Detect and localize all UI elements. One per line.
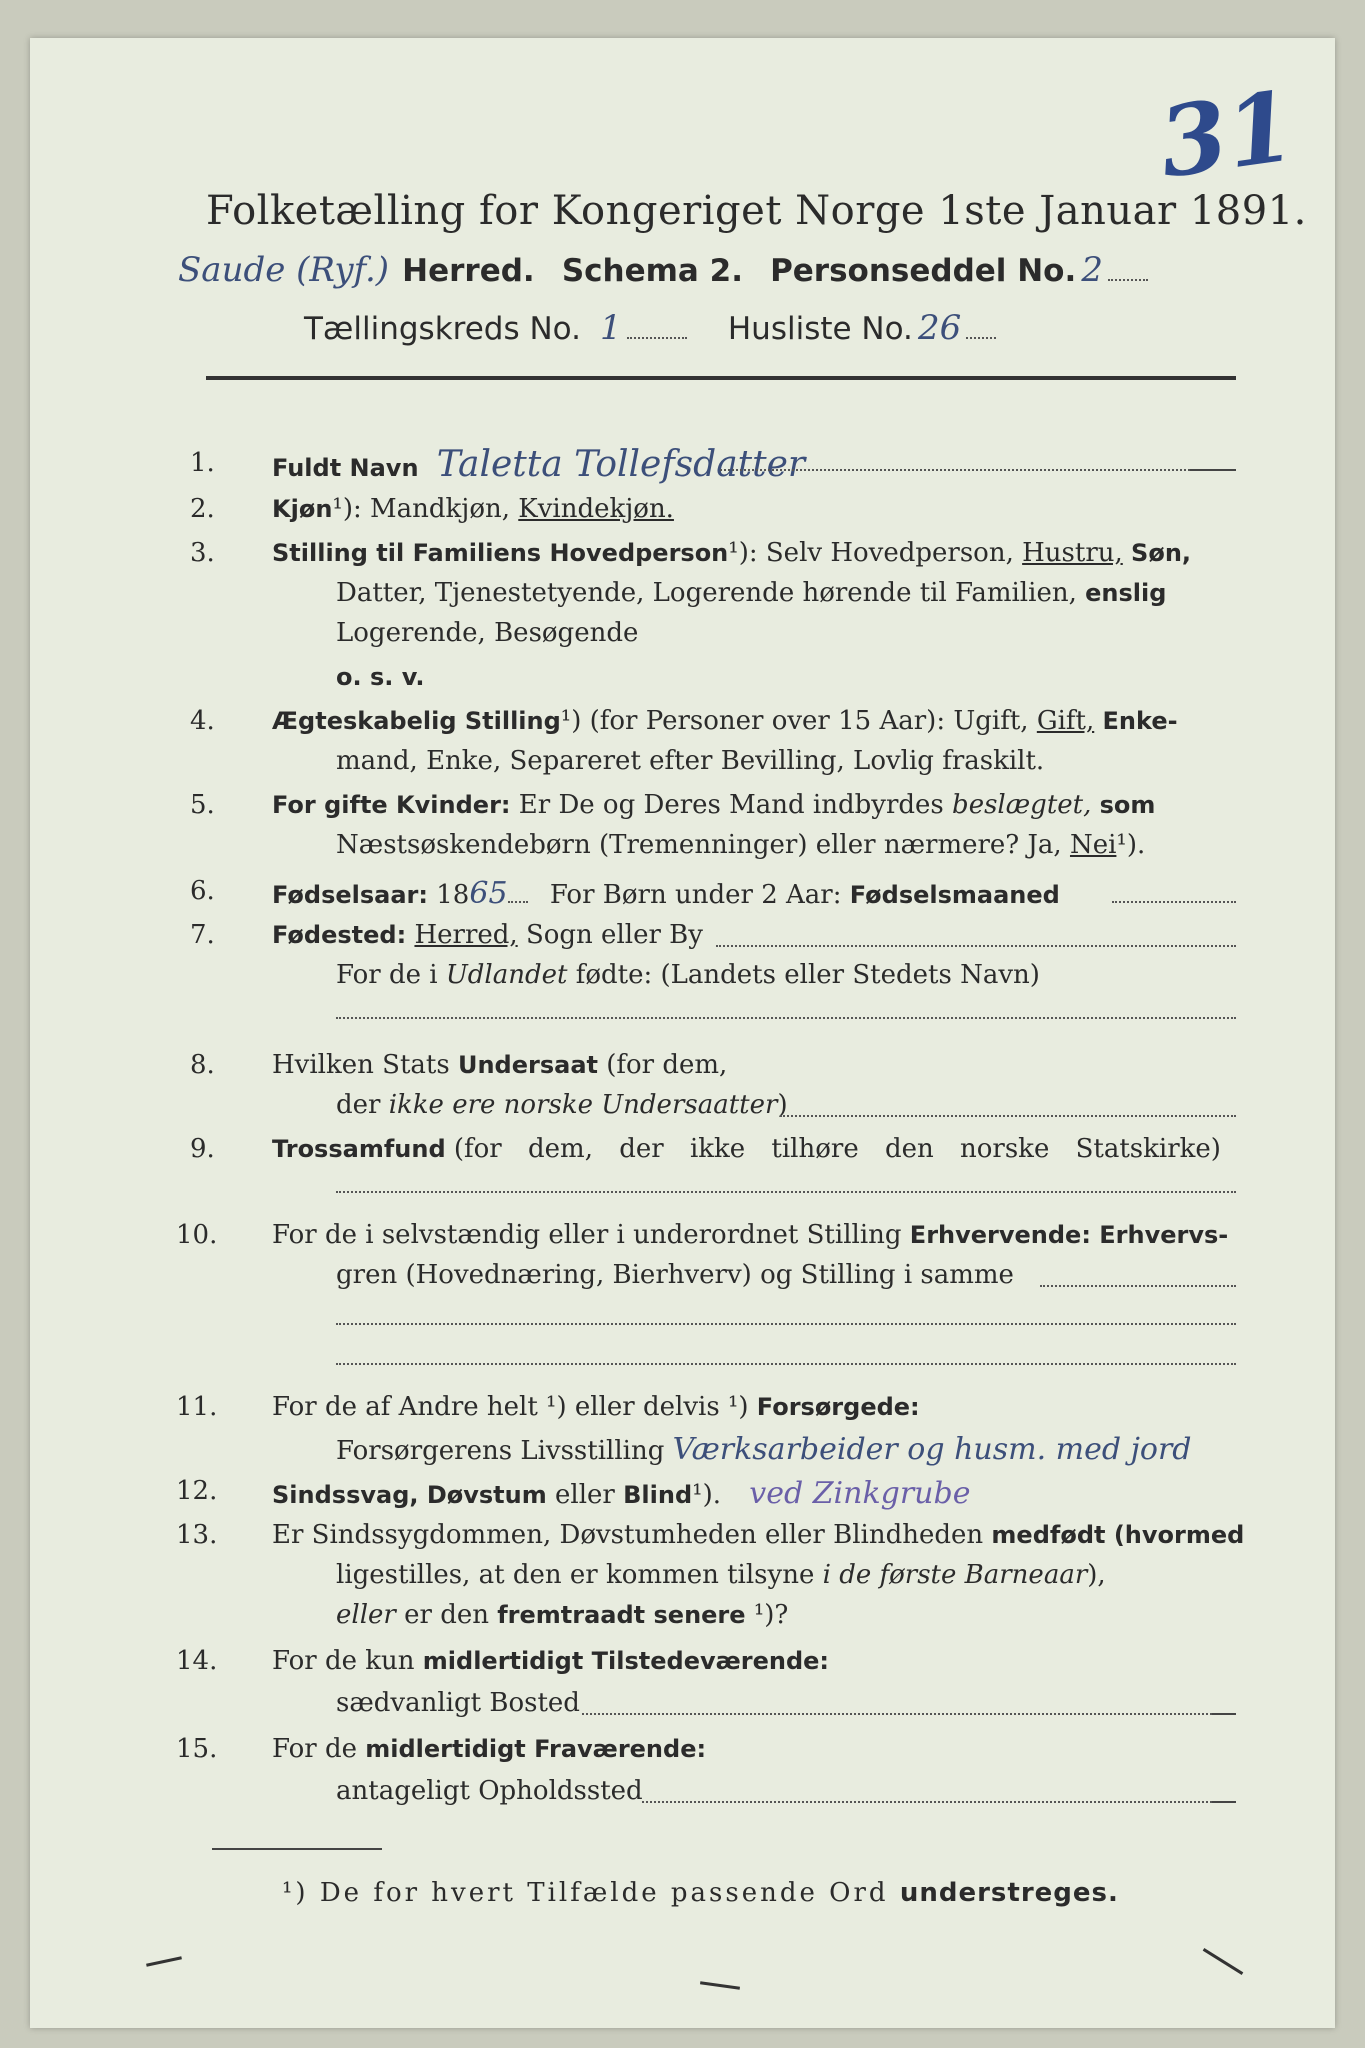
q6-label: Fødselsaar: [272,881,428,909]
header-line-kreds [304,308,996,348]
q15-line1 [272,1734,706,1764]
q3-line2 [336,578,1166,608]
q4-line2: mand, Enke, Separeret efter Bevilling, Lovlig fraskilt. [336,746,1045,776]
q2-label: Kjøn [272,495,333,523]
q7-line2-b: fødte: (Landets eller Stedets Navn) [575,960,1040,990]
q14-line1-a: For de kun [272,1646,415,1676]
q1-label: Fuldt Navn [272,454,419,482]
q10-line1 [272,1220,1228,1250]
q2-rest: ¹): Mandkjøn, [332,494,510,524]
q6-label2: Fødselsmaaned [849,881,1060,909]
q3-line2-a: Datter, Tjenestetyende, Logerende hørende til Familien, [336,578,1077,608]
q7-line1 [272,920,703,950]
schema-label: Schema 2. [561,253,743,289]
q3-line4-text: o. s. v. [336,663,425,691]
q7-number: 7. [190,920,215,950]
q4-line1 [272,706,1178,736]
q5-rest-a: Er De og Deres Mand indbyrdes [518,790,944,820]
ink-mark [1203,1948,1244,1975]
q5-line2 [336,830,1145,860]
q8-line1-b: (for dem, [606,1050,728,1080]
q8-line2-b: ) [777,1090,788,1120]
q13-line3-bold: fremtraadt senere [497,1601,746,1629]
q3-line2-b: enslig [1085,579,1167,607]
husliste-label: Husliste No. [727,311,913,347]
q13-line1-bold: medfødt (hvormed [991,1521,1245,1549]
herred-value: Saude (Ryf.) [178,250,390,290]
q15-line2: antageligt Opholdssted [336,1776,643,1806]
q5-rest-b: som [1099,791,1156,819]
q7-line2-a: For de i [336,960,438,990]
q9-rest: (for dem, der ikke tilhøre den norske Statskirke) [453,1134,1221,1164]
q13-line2 [336,1560,1106,1590]
q3-line4 [336,662,425,692]
header-line-herred [178,250,1148,290]
q7-label: Fødested: [272,921,407,949]
footnote-bold: understreges. [899,1878,1119,1908]
q13-line1-a: Er Sindssygdommen, Døvstumheden eller Blindheden [272,1520,984,1550]
q4-selected: Gift, [1036,706,1095,736]
q10-line2: gren (Hovednæring, Bierhverv) og Stilling i samme [336,1260,1014,1290]
footnote-rule [212,1848,382,1850]
q13-line2-italic: i de første Barneaar [822,1560,1088,1590]
q5-italic: beslægtet, [952,790,1092,820]
q5-line1 [272,790,1155,820]
q3-line3: Logerende, Besøgende [336,618,639,648]
q11-line1-a: For de af Andre helt ¹) eller delvis ¹) [272,1392,749,1422]
q8-line1-bold: Undersaat [457,1051,598,1079]
q11-value: Værksarbeider og husm. med jord [672,1432,1192,1467]
q13-line3-italic: eller [336,1600,396,1630]
q14-line2: sædvanligt Bosted [336,1688,580,1718]
q15-line1-a: For de [272,1734,357,1764]
q14-line1 [272,1646,829,1676]
q12-line [272,1476,970,1511]
q9-label: Trossamfund [272,1135,446,1163]
q7-rest: Sogn eller By [525,920,703,950]
q1-number: 1. [190,448,215,478]
q4-rest-b: Enke- [1102,707,1178,735]
q10-number: 10. [176,1220,218,1250]
q13-line1 [272,1520,1244,1550]
q12-rest-a: eller [555,1480,615,1510]
q11-line1-bold: Forsørgede: [756,1393,920,1421]
q6-line [272,876,1060,911]
q12-value: ved Zinkgrube [749,1476,971,1511]
q2-selected: Kvindekjøn. [518,494,674,524]
q8-number: 8. [190,1050,215,1080]
q1-value: Taletta Tollefsdatter [436,444,806,485]
ink-mark [146,1956,182,1966]
q8-line2-italic: ikke ere norske Undersaatter [388,1090,778,1120]
q6-prefix: 18 [436,880,470,910]
q1-line [272,444,805,485]
q2-line [272,494,674,524]
footnote-text: ¹) De for hvert Tilfælde passende Ord [282,1878,889,1908]
q3-selected: Hustru, [1022,538,1123,568]
q12-label2: Blind [623,1481,693,1509]
q8-line2 [336,1090,788,1120]
q5-number: 5. [190,790,215,820]
q3-number: 3. [190,538,215,568]
q13-line2-a: ligestilles, at den er kommen tilsyne [336,1560,815,1590]
q3-rest-b: Søn, [1131,539,1192,567]
personseddel-value: 2 [1081,250,1103,290]
q10-line1-bold: Erhvervende: Erhvervs- [909,1221,1229,1249]
q8-line2-a: der [336,1090,381,1120]
herred-label: Herred. [402,253,535,289]
q7-selected: Herred, [414,920,518,950]
q13-line3-b: ¹)? [753,1600,789,1630]
handwritten-page-number: 31 [1152,69,1301,200]
ink-mark [700,1981,740,1990]
q4-label: Ægteskabelig Stilling [272,707,561,735]
q3-rest-a: ¹): Selv Hovedperson, [728,538,1014,568]
q6-value: 65 [469,876,508,911]
q15-number: 15. [176,1734,218,1764]
q12-rest-b: ¹). [692,1480,721,1510]
q9-line [272,1134,1221,1164]
q11-line2-label: Forsørgerens Livsstilling [336,1436,665,1466]
q8-line1 [272,1050,727,1080]
q3-label: Stilling til Familiens Hovedperson [272,539,729,567]
q6-rest: For Børn under 2 Aar: [549,880,842,910]
q11-number: 11. [176,1392,218,1422]
q5-label: For gifte Kvinder: [272,791,511,819]
q11-line2 [336,1432,1192,1467]
q12-number: 12. [176,1476,218,1506]
q4-number: 4. [190,706,215,736]
q15-line1-bold: midlertidigt Fraværende: [365,1735,707,1763]
q11-line1 [272,1392,920,1422]
q13-line3 [336,1600,788,1630]
q6-number: 6. [190,876,215,906]
footnote [282,1878,1119,1908]
q4-rest-a: ¹) (for Personer over 15 Aar): Ugift, [560,706,1029,736]
q13-line3-a: er den [404,1600,489,1630]
q13-number: 13. [176,1520,218,1550]
form-title: Folketælling for Kongeriget Norge 1ste Januar 1891. [206,188,1307,234]
taellingskreds-label: Tællingskreds No. [304,311,581,347]
census-form-sheet [30,38,1335,2028]
q5-line2-a: Næstsøskendebørn (Tremenninger) eller nærmere? Ja, [336,830,1062,860]
husliste-value: 26 [917,308,962,348]
q8-line1-a: Hvilken Stats [272,1050,450,1080]
personseddel-label: Personseddel No. [770,253,1077,289]
q7-line2 [336,960,1040,990]
q5-selected: Nei [1069,830,1117,860]
header-rule [206,376,1236,380]
q13-line2-b: ), [1087,1560,1106,1590]
q14-number: 14. [176,1646,218,1676]
q14-line1-bold: midlertidigt Tilstedeværende: [422,1647,830,1675]
q2-number: 2. [190,494,215,524]
q5-line2-b: ¹). [1116,830,1146,860]
q12-label: Sindssvag, Døvstum [272,1481,547,1509]
q3-line1 [272,538,1191,568]
taellingskreds-value: 1 [600,308,622,348]
q9-number: 9. [190,1134,215,1164]
q7-line2-italic: Udlandet [445,960,568,990]
q10-line1-a: For de i selvstændig eller i underordnet Stilling [272,1220,902,1250]
